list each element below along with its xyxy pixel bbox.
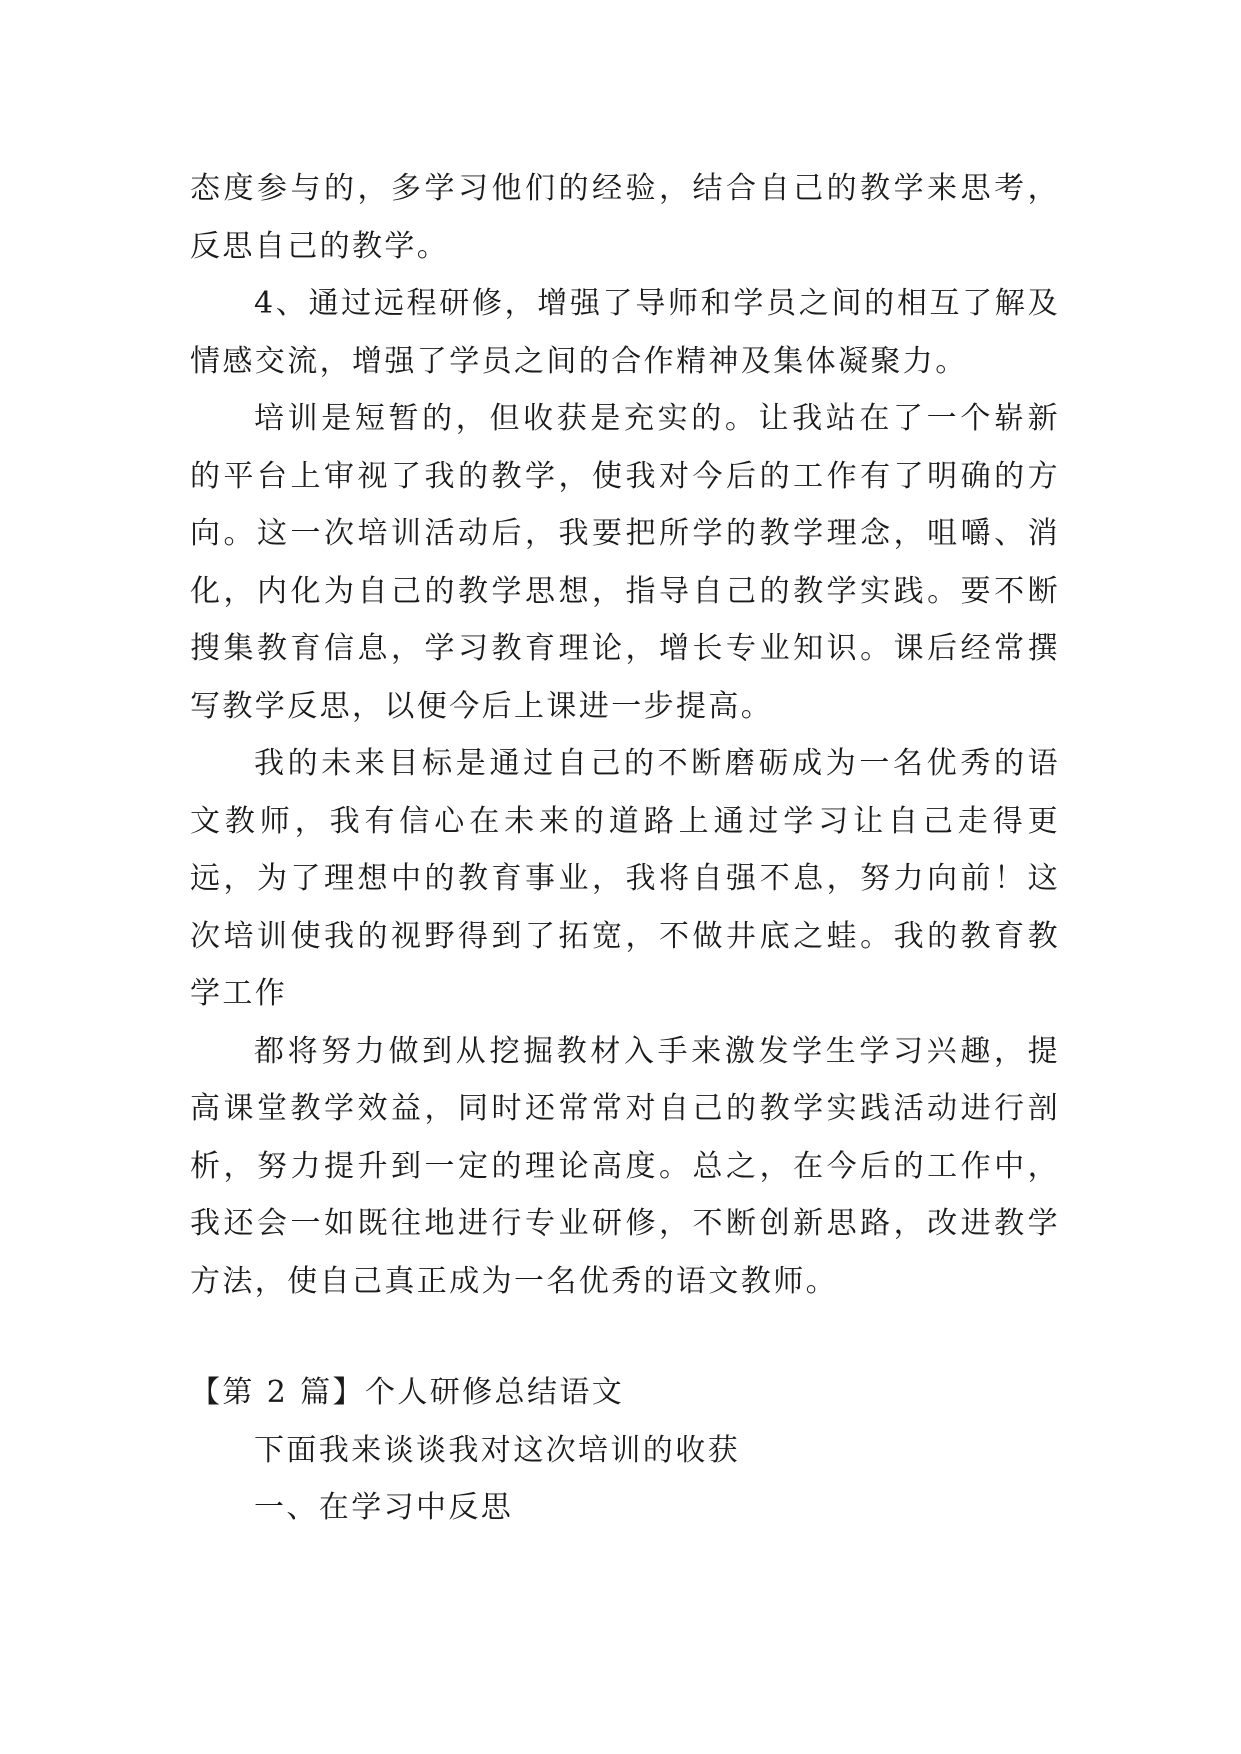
paragraph-intro: 下面我来谈谈我对这次培训的收获 bbox=[254, 1432, 740, 1468]
paragraph-commitment: 都将努力做到从挖掘教材入手来激发学生学习兴趣，提高课堂教学效益，同时还常常对自己的教学实践活动进行剖析，努力提升到一定的理论高度。总之，在今后的工作中，我还会一如既往地进行专业研修，不断创新思路，改进教学方法，使自己真正成为一名优秀的语文教师。 bbox=[190, 1033, 1060, 1299]
paragraph-training-reflection: 培训是短暂的，但收获是充实的。让我站在了一个崭新的平台上审视了我的教学，使我对今后的工作有了明确的方向。这一次培训活动后，我要把所学的教学理念，咀嚼、消化，内化为自己的教学思想，指导自己的教学实践。要不断搜集教育信息，学习教育理论，增长专业知识。课后经常撰写教学反思，以便今后上课进一步提高。 bbox=[190, 401, 1060, 724]
section-gap bbox=[190, 1310, 1060, 1364]
paragraph-point-4: 4、通过远程研修，增强了导师和学员之间的相互了解及情感交流，增强了学员之间的合作精神及集体凝聚力。 bbox=[190, 286, 1060, 379]
paragraph-future-goal: 我的未来目标是通过自己的不断磨砺成为一名优秀的语文教师，我有信心在未来的道路上通过学习让自己走得更远，为了理想中的教育事业，我将自强不息，努力向前！这次培训使我的视野得到了拓宽，不做井底之蛙。我的教育教学工作 bbox=[190, 746, 1060, 1011]
paragraph-subheading-1: 一、在学习中反思 bbox=[254, 1490, 514, 1525]
paragraph-continuation: 态度参与的，多学习他们的经验，结合自己的教学来思考，反思自己的教学。 bbox=[190, 171, 1060, 264]
section-heading: 【第 2 篇】个人研修总结语文 bbox=[190, 1375, 625, 1410]
document-body bbox=[190, 160, 1060, 1537]
